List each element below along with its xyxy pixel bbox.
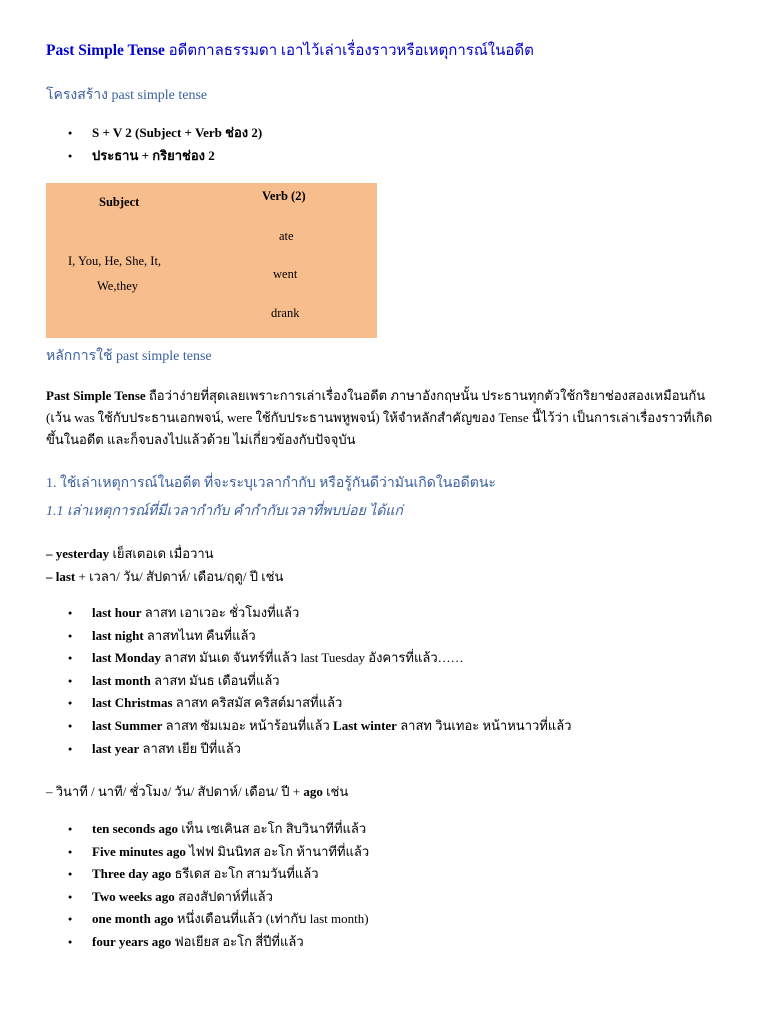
title-bold: Past Simple Tense: [46, 42, 165, 59]
list-item: [46, 738, 572, 761]
verb-cell: ate: [279, 229, 294, 243]
verb-cell: went: [273, 267, 298, 281]
page-title: [46, 38, 534, 62]
item-text: ลาสท วินเทอะ หน้าหนาวที่แล้ว: [396, 717, 572, 733]
item-text: ลาสท มันธ เดือนที่แล้ว: [150, 672, 280, 688]
title-rest: อดีตกาลธรรมดา เอาไว้เล่าเรื่องราวหรือเหตุการณ์ในอดีต: [164, 43, 534, 59]
verb-cell: drank: [271, 306, 300, 320]
subject-header: Subject: [99, 195, 140, 209]
list-item: ● S + V 2 (Subject + Verb ช่อง 2): [46, 122, 262, 145]
item-bold: last Summer: [92, 717, 163, 733]
list-item: ● ประธาน + กริยาช่อง 2: [46, 145, 262, 168]
usage-heading: หลักการใช้ past simple tense: [46, 349, 212, 364]
item-bold: Five minutes ago: [92, 843, 186, 859]
ago-examples-list: [46, 818, 369, 954]
list-item: [46, 931, 369, 954]
item-text: ลาสท ซัมเมอะ หน้าร้อนที่แล้ว: [162, 717, 334, 733]
verb-table: [46, 183, 377, 338]
list-item: [46, 670, 572, 693]
item-text: ลาสทไนท คืนที่แล้ว: [143, 627, 256, 643]
item-text: ลาสท เยีย ปีที่แล้ว: [139, 740, 241, 756]
structure-list: [46, 122, 262, 167]
item-bold: one month ago: [92, 911, 174, 927]
item-bold: last night: [92, 627, 144, 643]
list-item: [46, 692, 572, 715]
item-bold: last month: [92, 672, 151, 688]
list-item: [46, 886, 369, 909]
item-bold: Two weeks ago: [92, 888, 175, 904]
item-text: ลาสท คริสมัส คริสต์มาสที่แล้ว: [172, 695, 343, 711]
item-bold: Last winter: [333, 717, 397, 733]
paragraph-bold: Past Simple Tense: [46, 388, 146, 403]
subject-cell-line1: I, You, He, She, It,: [68, 254, 162, 268]
subject-cell-line2: We,they: [97, 279, 138, 293]
item-bold: last year: [92, 740, 140, 756]
last-bold: – last: [46, 569, 76, 584]
item-bold: Three day ago: [92, 866, 172, 882]
list-item: [46, 647, 572, 670]
item-text: ลาสท มันเด จันทร์ที่แล้ว last Tuesday อังคารที่แล้ว……: [160, 650, 464, 666]
ago-line: [46, 781, 348, 802]
list-item: [46, 715, 572, 738]
item-text: ลาสท เอาเวอะ ชั่วโมงที่แล้ว: [141, 605, 300, 620]
rule-1-heading: 1. ใช้เล่าเหตุการณ์ในอดีต ที่จะระบุเวลากำกับ หรือรู้กันดีว่ามันเกิดในอดีตนะ: [46, 476, 496, 491]
last-examples-list: [46, 602, 572, 760]
list-item: [46, 625, 572, 648]
structure-heading: โครงสร้าง past simple tense: [46, 88, 208, 103]
yesterday-rest: เย็สเตอเด เมื่อวาน: [109, 546, 214, 561]
item-bold: last Monday: [92, 650, 161, 666]
ago-post: เช่น: [322, 784, 349, 799]
item-text: สองสัปดาห์ที่แล้ว: [174, 888, 273, 904]
list-item: [46, 863, 369, 886]
item-text: เท็น เซเคินส อะโก สิบวินาทีที่แล้ว: [177, 821, 367, 836]
ago-bold: ago: [303, 784, 323, 799]
usage-paragraph: [46, 385, 726, 451]
list-item: [46, 841, 369, 864]
list-item: [46, 818, 369, 841]
last-rest: + เวลา/ วัน/ สัปดาห์/ เดือน/ฤดู/ ปี เช่น: [75, 569, 284, 584]
rule-1-1-heading: 1.1 เล่าเหตุการณ์ที่มีเวลากำกับ คำกำกับเวลาที่พบบ่อย ได้แก่: [46, 504, 403, 519]
ago-pre: – วินาที / นาที/ ชั่วโมง/ วัน/ สัปดาห์/ เดือน/ ปี +: [46, 784, 304, 799]
item-text: หนึ่งเดือนที่แล้ว (เท่ากับ last month): [173, 911, 369, 927]
yesterday-bold: – yesterday: [46, 546, 110, 561]
list-item: [46, 602, 572, 625]
item-text: ไฟฟ มินนิทส อะโก ห้านาทีที่แล้ว: [185, 843, 370, 859]
last-line: [46, 566, 283, 587]
item-text: ธรีเดส อะโก สามวันที่แล้ว: [171, 866, 319, 882]
verb-header: Verb (2): [262, 189, 306, 203]
item-bold: last hour: [92, 605, 142, 620]
item-bold: last Christmas: [92, 695, 173, 711]
paragraph-text: ถือว่าง่ายที่สุดเลยเพราะการเล่าเรื่องในอดีต ภาษาอังกฤษนั้น ประธานทุกตัวใช้กริยาช่องสองเหมือนกัน (เว้น was ใช้กับประธานเอกพจน์, were ใช้กับประธานพหูพจน์) ให้จำหลักสำคัญของ Tense นี้ไว้ว่า เป็นการเล่าเรื่องราวที่เกิดขึ้นในอดีต และก็จบลงไปแล้วด้วย ไม่เกี่ยวข้องกับปัจจุบัน: [46, 388, 713, 447]
item-bold: four years ago: [92, 933, 172, 949]
item-bold: ten seconds ago: [92, 821, 178, 836]
list-item: [46, 908, 369, 931]
yesterday-line: [46, 543, 214, 564]
item-text: ฟอเยียส อะโก สี่ปีที่แล้ว: [171, 933, 304, 949]
